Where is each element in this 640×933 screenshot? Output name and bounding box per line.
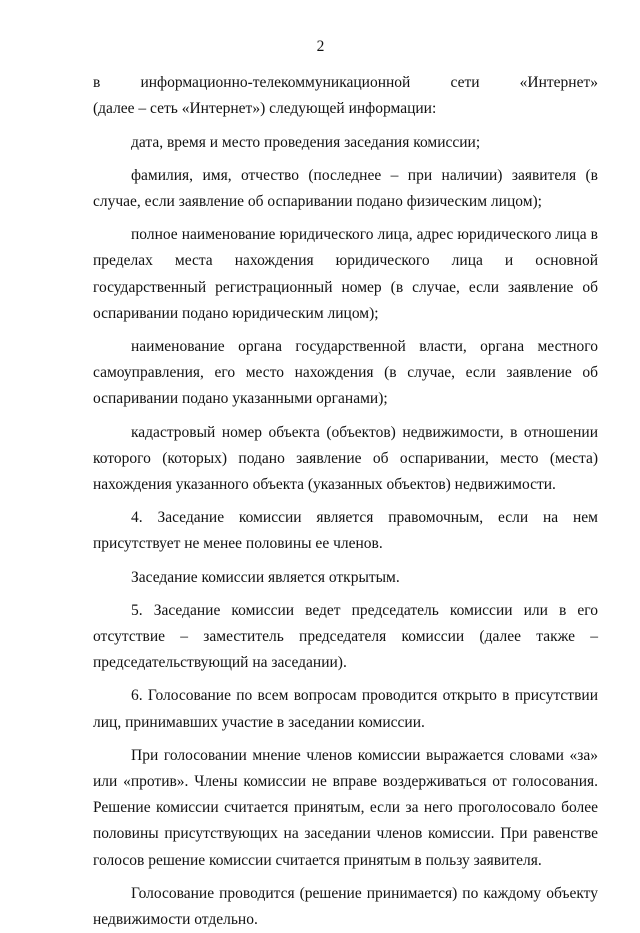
paragraph-open-meeting: Заседание комиссии является открытым. [131,568,400,586]
paragraph-voting-open: 6. Голосование по всем вопросам проводится открыто в присутствии лиц, принимавших участие в заседании комиссии. [93,687,598,731]
paragraph-chairman: 5. Заседание комиссии ведет председатель комиссии или в его отсутствие – заместитель председателя комиссии (далее также – председательствующий на заседании). [93,601,598,672]
paragraph-continuation-line-1: в информационно-телекоммуникационной сети «Интернет» [93,74,598,92]
paragraph-quorum: 4. Заседание комиссии является правомочным, если на нем присутствует не менее половины ее членов. [93,509,598,553]
paragraph-cadastral-number: кадастровый номер объекта (объектов) недвижимости, в отношении которого (которых) подано заявление об оспаривании, место (места) нахождения указанного объекта (указанных объектов) недвижимости. [93,423,598,494]
paragraph-legal-entity: полное наименование юридического лица, адрес юридического лица в пределах места нахождения юридического лица и основной государственный регистрационный номер (в случае, если заявление об оспаривании подано юридическим лицом); [93,226,598,322]
paragraph-voting-per-object: Голосование проводится (решение принимается) по каждому объекту недвижимости отдельно. [93,884,598,929]
paragraph-continuation-line-2: (далее – сеть «Интернет») следующей информации: [93,100,437,118]
paragraph-meeting-datetime: дата, время и место проведения заседания комиссии; [131,133,481,151]
paragraph-government-body: наименование органа государственной власти, органа местного самоуправления, его место нахождения (в случае, если заявление об оспаривании подано указанными органами); [93,338,598,408]
paragraph-applicant-name: фамилия, имя, отчество (последнее – при наличии) заявителя (в случае, если заявление об оспаривании подано физическим лицом); [93,166,598,211]
page-number: 2 [316,38,325,55]
paragraph-voting-opinion: При голосовании мнение членов комиссии выражается словами «за» или «против». Члены комиссии не вправе воздерживаться от голосования. Решение комиссии считается принятым, если за него проголосовало более половины присутствующих на заседании членов комиссии. При равенстве голосов решение комиссии считается принятым в пользу заявителя. [93,746,598,869]
